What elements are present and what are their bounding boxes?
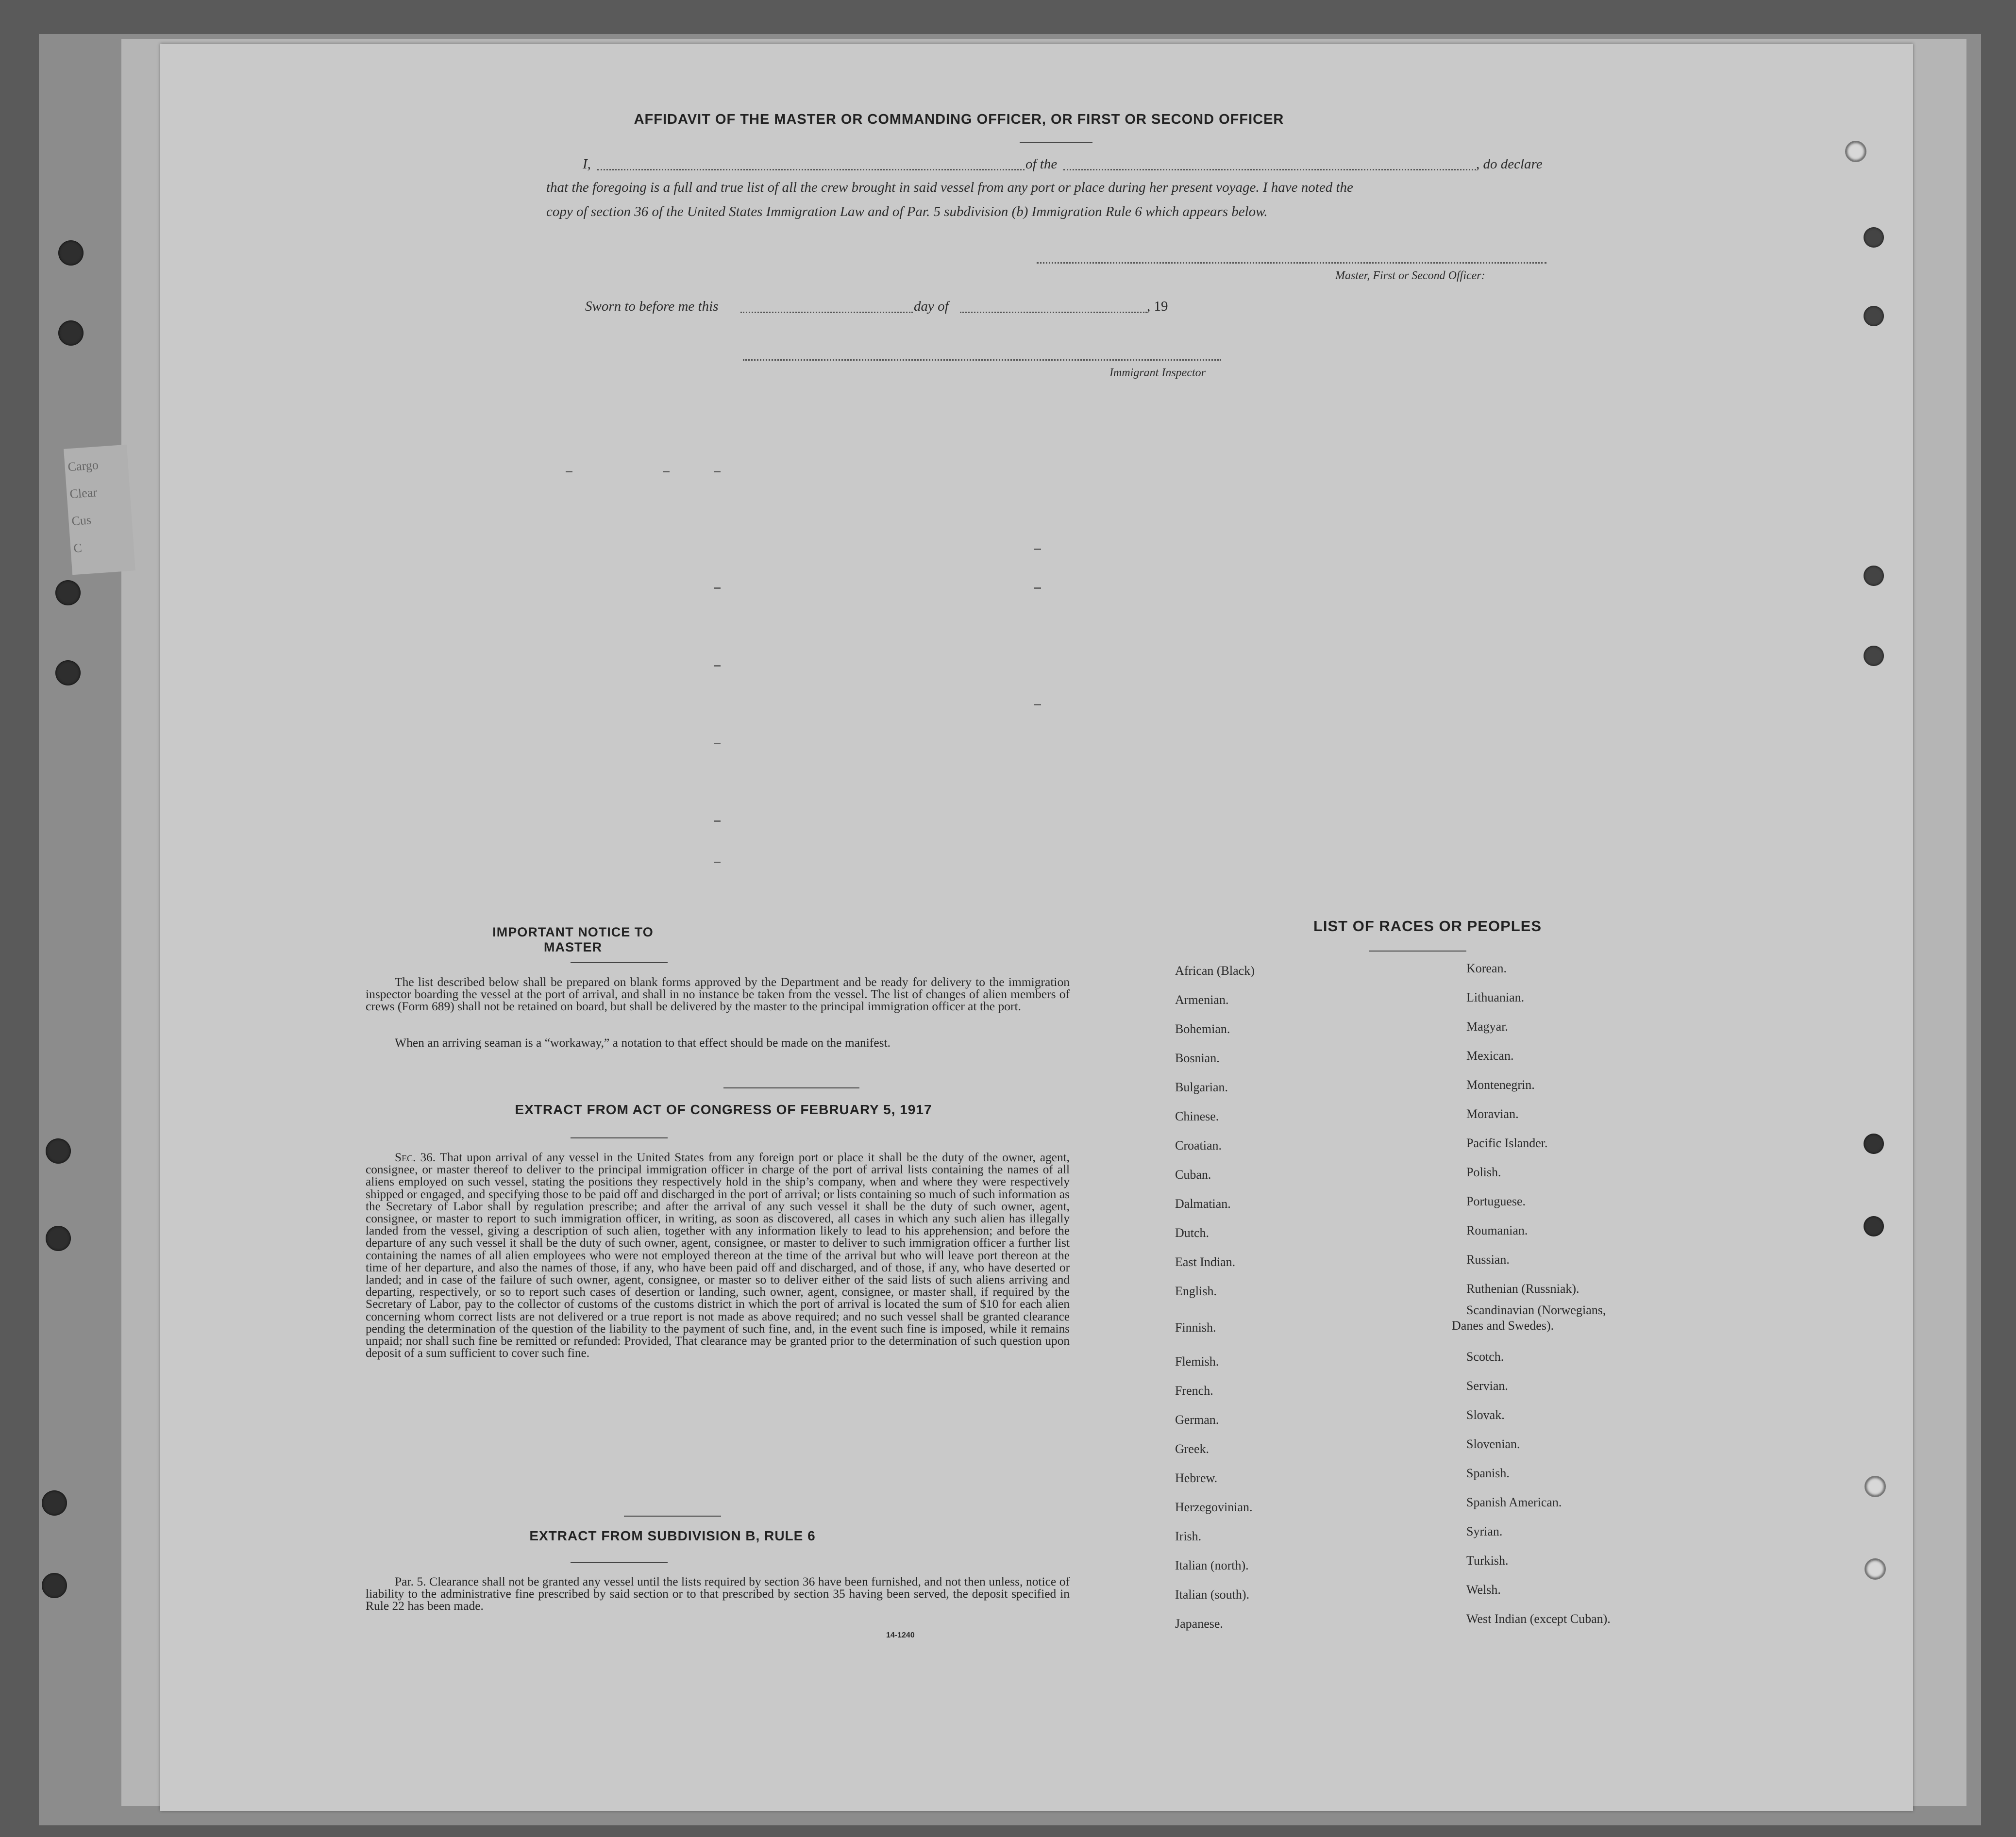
race-item: Italian (south). [1175,1587,1250,1602]
affidavit-i: I, [583,156,591,172]
stray-mark [663,471,670,472]
race-item: Cuban. [1175,1168,1211,1182]
clearance-stamp: Cargo Clear Cus C [64,445,135,575]
divider [571,1562,668,1563]
race-item: Pacific Islander. [1466,1136,1548,1150]
binder-hole [55,660,81,685]
stray-mark [714,665,721,667]
year-label: , 19 [1147,299,1168,314]
stray-mark [1034,549,1041,550]
race-item: Turkish. [1466,1553,1509,1568]
stray-mark [714,862,721,863]
race-item: Armenian. [1175,993,1229,1007]
binder-hole [1864,1216,1884,1236]
race-item-continuation: Danes and Swedes). [1452,1319,1554,1333]
extract-act-title: EXTRACT FROM ACT OF CONGRESS OF FEBRUARY 5, 1917 [515,1102,932,1117]
do-declare: , do declare [1476,156,1543,172]
divider [571,1137,668,1138]
section-36-text [366,1152,1070,1359]
form-number: 14-1240 [886,1631,915,1639]
notice-title: IMPORTANT NOTICE TO MASTER [492,925,654,954]
vessel-line [1063,169,1476,170]
race-item: Servian. [1466,1379,1508,1393]
binder-hole [42,1573,67,1598]
day-line [740,312,913,313]
race-item: Korean. [1466,961,1507,975]
race-item: Bohemian. [1175,1022,1230,1036]
race-item: Hebrew. [1175,1471,1218,1485]
race-item: West Indian (except Cuban). [1466,1612,1611,1626]
form-page [160,44,1913,1811]
race-item: Italian (north). [1175,1558,1249,1572]
sworn-label: Sworn to before me this [585,299,719,314]
race-item: Dutch. [1175,1226,1210,1240]
binder-hole [42,1490,67,1516]
race-item: African (Black) [1175,964,1255,978]
race-item: Roumanian. [1466,1223,1528,1237]
stray-mark [714,743,721,744]
month-line [960,312,1147,313]
binder-hole [1865,1558,1886,1580]
binder-hole [1865,1476,1886,1497]
race-item: Polish. [1466,1165,1501,1179]
race-item: Syrian. [1466,1524,1503,1538]
race-item: Japanese. [1175,1617,1223,1631]
notice-paragraph-1: The list described below shall be prepared on blank forms approved by the Department and be ready for delivery to the immigration inspector boarding the vessel at the port of arrival, and shall in no instance be taken from the vessel. The list of changes of alien members of crews (Form 689) shall not be retained on board, but shall be delivered by the master to the principal immigration officer at the port. [366,975,1070,1013]
name-line [597,169,1025,170]
race-item: Croatian. [1175,1138,1222,1152]
section-body: That upon arrival of any vessel in the United States from any foreign port or place it shall be the duty of the owner, agent, consignee, or master thereof to deliver to the principal immigration officer in charge of the port of arrival lists containing the names of all aliens employed on such vessel, stating the positions they respectively hold in the ship’s company, when and where they were respectively shipped or engaged, and specifying those to be paid off and discharged in the port of arrival; or lists containing so much of such information as the Secretary of Labor shall by regulation prescribe; and after the arrival of any such vessel it shall be the duty of such owner, agent, consignee, or master to report to such immigration officer, in writing, as soon as discovered, all cases in which any such alien has illegally landed from the vessel, giving a description of such alien, together with any information likely to lead to his apprehension; and before the departure of any such vessel it shall be the duty of such owner, agent, consignee, or master to deliver to such immigration officer a further list containing the names of all alien employees who were not employed thereon at the time of the arrival but who will leave port thereon at the time of her departure, and also the names of those, if any, who have been paid off and discharged, and of those, if any, who have deserted or landed; and in case of the failure of such owner, agent, consignee, or master so to deliver either of the said lists of such aliens arriving and departing, respectively, or so to report such cases of desertion or landing, such owner, agent, consignee, or master shall, if required by the Secretary of Labor, pay to the collector of customs of the customs district in which the port of arrival is located the sum of $10 for each alien concerning whom correct lists are not delivered or a true report is not made as above required; and no such vessel shall be granted clearance pending the determination of the question of the liability to the payment of such fine, and, in the event such fine is imposed, while it remains unpaid; nor shall such fine be remitted or refunded: Provided, That clearance may be granted prior to the determination of such question upon deposit of a sum sufficient to cover such fine. [366,1151,1070,1360]
race-item: English. [1175,1284,1217,1298]
binder-hole [1845,141,1866,162]
affidavit-title: AFFIDAVIT OF THE MASTER OR COMMANDING OFFICER, OR FIRST OR SECOND OFFICER [634,112,1284,127]
race-item: Ruthenian (Russniak). [1466,1282,1579,1296]
divider [1369,951,1466,952]
affidavit-line-3: copy of section 36 of the United States Immigration Law and of Par. 5 subdivision (b) Immigration Rule 6 which appears below. [546,204,1268,219]
binder-hole [58,320,84,346]
race-item: Magyar. [1466,1019,1508,1034]
race-item: Portuguese. [1466,1194,1526,1208]
binder-hole [1864,1134,1884,1154]
race-item: French. [1175,1384,1213,1398]
binder-hole [55,580,81,605]
affidavit-of-the: of the [1025,156,1058,172]
race-item: Moravian. [1466,1107,1519,1121]
notice-paragraph-2: When an arriving seaman is a “workaway,” a notation to that effect should be made on the manifest. [395,1035,891,1050]
stray-mark [566,471,572,472]
race-item: German. [1175,1413,1219,1427]
race-item: East Indian. [1175,1255,1236,1269]
race-item: Flemish. [1175,1354,1219,1369]
race-item: Herzegovinian. [1175,1500,1253,1514]
stray-mark [714,587,721,589]
inspector-label: Immigrant Inspector [1109,367,1206,379]
binder-hole [1864,646,1884,666]
affidavit-line-2: that the foregoing is a full and true list of all the crew brought in said vessel from any port or place during her present voyage. I have noted the [546,180,1353,195]
binder-hole [1864,306,1884,326]
race-item: Montenegrin. [1466,1078,1535,1092]
rule-6-text: Par. 5. Clearance shall not be granted any vessel until the lists required by section 36 have been furnished, and not then unless, notice of liability to the administrative fine prescribed by said section or to that prescribed by section 35 having been served, the deposit specified in Rule 22 has been made. [366,1574,1070,1613]
race-item: Scandinavian (Norwegians, [1466,1303,1606,1317]
race-item: Spanish. [1466,1466,1510,1480]
divider [624,1516,721,1517]
inspector-signature-line [743,359,1221,361]
binder-hole [58,240,84,266]
race-item: Lithuanian. [1466,990,1525,1004]
section-label: Sec. 36. [395,1151,436,1164]
races-title: LIST OF RACES OR PEOPLES [1313,918,1542,935]
race-item: Bosnian. [1175,1051,1220,1065]
stray-mark [1034,587,1041,589]
race-item: Finnish. [1175,1320,1216,1335]
race-item: Russian. [1466,1252,1510,1267]
binder-hole [1864,566,1884,586]
binder-hole [46,1138,71,1164]
race-item: Irish. [1175,1529,1202,1543]
race-item: Welsh. [1466,1583,1501,1597]
race-item: Mexican. [1466,1049,1514,1063]
divider [1020,142,1092,143]
signature-line [1037,262,1546,264]
race-item: Chinese. [1175,1109,1219,1123]
signer-label: Master, First or Second Officer: [1335,269,1485,282]
race-item: Slovenian. [1466,1437,1520,1451]
race-item: Spanish American. [1466,1495,1562,1509]
binder-hole [46,1226,71,1251]
stray-mark [714,820,721,822]
race-item: Greek. [1175,1442,1210,1456]
race-item: Bulgarian. [1175,1080,1228,1094]
day-of-label: day of [914,299,949,314]
divider [571,962,668,963]
race-item: Dalmatian. [1175,1197,1231,1211]
binder-hole [1864,227,1884,248]
stray-mark [714,471,721,472]
divider [723,1087,859,1088]
stray-mark [1034,704,1041,705]
race-item: Slovak. [1466,1408,1505,1422]
extract-rule-title: EXTRACT FROM SUBDIVISION B, RULE 6 [529,1528,816,1543]
race-item: Scotch. [1466,1350,1504,1364]
